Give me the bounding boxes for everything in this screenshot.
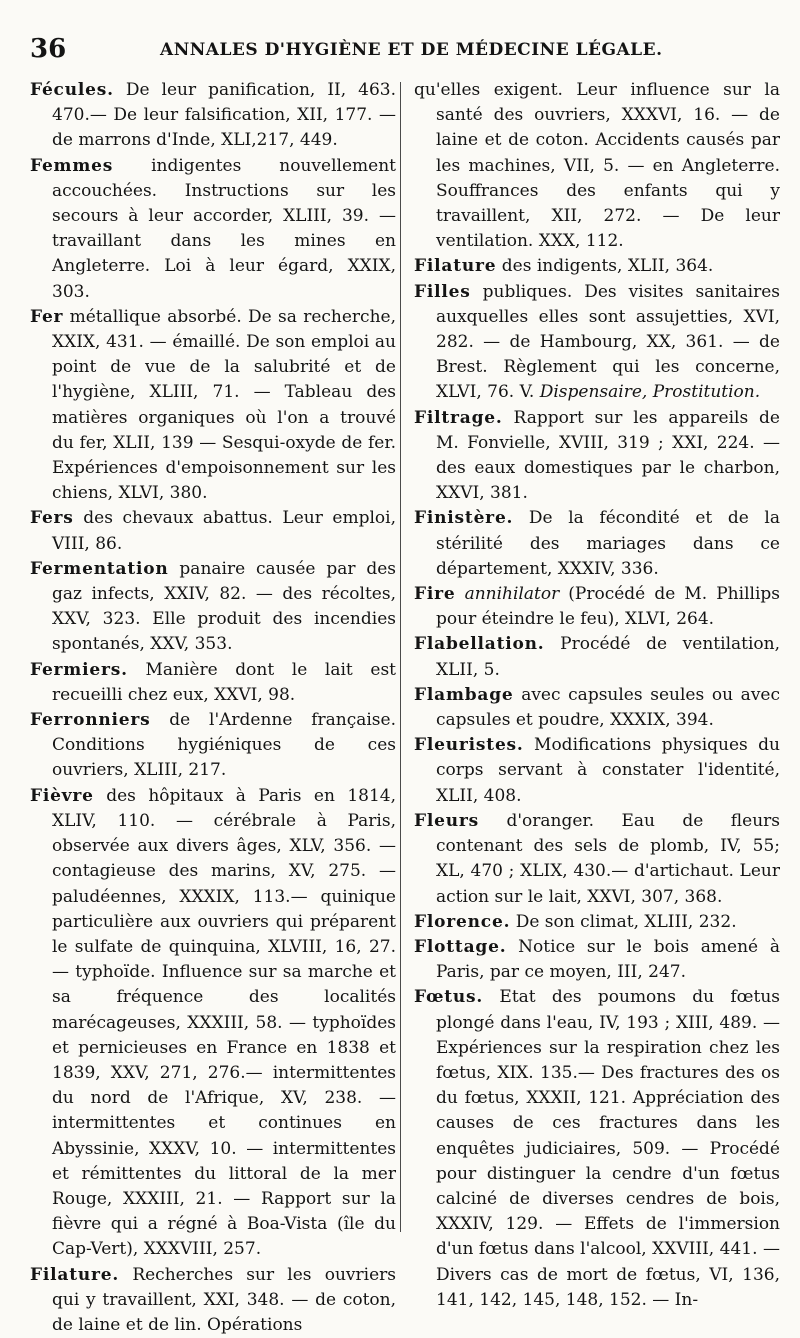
entry-text: Etat des poumons du fœtus plongé dans l'eau, IV, 193 ; XIII, 489. — Expériences sur la respiration chez les fœtus, XIX. 135.— Des fractures des os du fœtus, XXXII, 121. Appréciation des causes de ces fractures dans les enquêtes judiciaires, 509. — Procédé pour distinguer la cendre d'un fœtus calciné de diverses cendres de bois, XXXIV, 129. — Effets de l'immersion d'un fœtus dans l'alcool, XXVIII, 441. — Divers cas de mort de fœtus, VI, 136, 141, 142, 145, 148, 152. — In-	[436, 987, 780, 1310]
entry-term: Flabellation.	[414, 634, 545, 655]
entry-text: De la fécondité et de la stérilité des mariages dans ce département, XXXIV, 336.	[436, 508, 780, 579]
entry-text: des indigents, XLII, 364.	[496, 256, 714, 277]
index-entry	[30, 154, 396, 305]
index-entry	[414, 935, 780, 985]
index-entry	[414, 506, 780, 582]
entry-term: Femmes	[30, 155, 114, 176]
entry-term: Fire	[414, 584, 456, 605]
entry-text: Notice sur le bois amené à Paris, par ce moyen, III, 247.	[436, 936, 780, 983]
entry-italic-term: annihilator	[455, 584, 560, 605]
entry-term: Flottage.	[414, 936, 507, 957]
page-header	[30, 34, 770, 68]
index-entry	[414, 733, 780, 809]
index-entry	[414, 582, 780, 632]
entry-term: Filature.	[30, 1264, 120, 1285]
entry-text: De leur panification, II, 463. 470.— De leur falsification, XII, 177. — de marrons d'Inde, XLI,217, 449.	[52, 80, 396, 151]
index-entry-continued	[414, 78, 780, 254]
index-entry	[30, 305, 396, 507]
entry-term: Ferronniers	[30, 710, 151, 731]
index-entry	[414, 683, 780, 733]
index-entry	[414, 254, 780, 279]
entry-term: Fécules.	[30, 80, 114, 100]
entry-text: de l'Ardenne française. Conditions hygiéniques de ces ouvriers, XLIII, 217.	[52, 710, 396, 781]
entry-text: des hôpitaux à Paris en 1814, XLIV, 110. — cérébrale à Paris, observée aux divers âges, XLV, 356. — contagieuse des marins, XV, 275. — paludéennes, XXXIX, 113.— quinique particulière aux ouvriers qui préparent le sulfate de quinquina, XLVIII, 16, 27. — typhoïde. Influence sur sa marche et sa fréquence des localités marécageuses, XXXIII, 58. — typhoïdes et pernicieuses en France en 1838 et 1839, XXV, 271, 276.— intermittentes du nord de l'Afrique, XV, 238. — intermittentes et continues en Abyssinie, XXXV, 10. — intermittentes et rémittentes du littoral de la mer Rouge, XXXIII, 21. — Rapport sur la fièvre qui a régné à Boa-Vista (île du Cap-Vert), XXXVIII, 257.	[52, 785, 396, 1260]
entry-term: Fermentation	[30, 558, 169, 579]
entry-text: panaire causée par des gaz infects, XXIV, 82. — des récoltes, XXV, 323. Elle produit des incendies spontanés, XXV, 353.	[52, 558, 396, 655]
right-column	[414, 78, 780, 1313]
index-entry	[30, 1263, 396, 1338]
entry-term: Flambage	[414, 684, 514, 705]
entry-term: Fers	[30, 508, 74, 529]
index-entry	[30, 708, 396, 784]
entry-text: Manière dont le lait est recueilli chez eux, XXVI, 98.	[52, 659, 396, 705]
entry-text: avec capsules seules ou avec capsules et poudre, XXXIX, 394.	[436, 684, 780, 731]
index-entry	[414, 406, 780, 507]
entry-text: Modifications physiques du corps servant à constater l'identité, XLII, 408.	[436, 735, 780, 806]
entry-text: indigentes nouvellement accouchées. Instructions sur les secours à leur accorder, XLIII, 39. — travaillant dans les mines en Angleterre. Loi à leur égard, XXIX, 303.	[52, 155, 396, 302]
entry-text: Procédé de ventilation, XLII, 5.	[436, 634, 780, 680]
index-entry	[414, 280, 780, 406]
column-divider	[400, 82, 401, 1232]
entry-term: Fleuristes.	[414, 735, 524, 756]
entry-text: qu'elles exigent. Leur influence sur la santé des ouvriers, XXXVI, 16. — de laine et de coton. Accidents causés par les machines, VII, 5. — en Angleterre. Souffrances des enfants qui y travaillent, XII, 272. — De leur ventilation. XXX, 112.	[414, 80, 780, 252]
entry-text: publiques. Des visites sanitaires auxquelles elles sont assujetties, XVI, 282. — de Hambourg, XX, 361. — de Brest. Règlement qui les concerne, XLVI, 76. V.	[436, 281, 780, 403]
entry-text: Recherches sur les ouvriers qui y travaillent, XXI, 348. — de coton, de laine et de lin. Opérations	[52, 1264, 396, 1335]
entry-term: Filles	[414, 281, 471, 302]
entry-term: Finistère.	[414, 508, 514, 529]
entry-text: métallique absorbé. De sa recherche, XXIX, 431. — émaillé. De son emploi au point de vue de la salubrité et de l'hygiène, XLIII, 71. — Tableau des matières organiques où l'on a trouvé du fer, XLII, 139 — Sesqui-oxyde de fer. Expériences d'empoisonnement sur les chiens, XLVI, 380.	[52, 306, 396, 504]
entry-term: Florence.	[414, 911, 511, 932]
entry-text: des chevaux abattus. Leur emploi, VIII, 86.	[52, 508, 396, 554]
index-entry	[414, 910, 780, 935]
entry-text: Rapport sur les appareils de M. Fonvielle, XVIII, 319 ; XXI, 224. — des eaux domestiques par le charbon, XXVI, 381.	[436, 407, 780, 504]
index-entry	[30, 78, 396, 154]
entry-term: Fleurs	[414, 810, 480, 831]
entry-term: Fièvre	[30, 785, 94, 806]
entry-term: Filtrage.	[414, 407, 503, 428]
entry-term: Fer	[30, 306, 64, 327]
entry-text: d'oranger. Eau de fleurs contenant des sels de plomb, IV, 55; XL, 470 ; XLIX, 430.— d'artichaut. Leur action sur le lait, XXVI, 307, 368.	[436, 810, 780, 907]
index-entry	[414, 632, 780, 682]
entry-text: (Procédé de M. Phillips pour éteindre le feu), XLVI, 264.	[436, 584, 780, 630]
index-entry	[30, 557, 396, 658]
page-number: 36	[30, 34, 67, 64]
index-entry	[414, 985, 780, 1313]
entry-term: Fœtus.	[414, 987, 484, 1008]
running-title: ANNALES D'HYGIÈNE ET DE MÉDECINE LÉGALE.	[160, 40, 663, 60]
entry-term: Filature	[414, 256, 497, 277]
index-entry	[414, 809, 780, 910]
entry-text: De son climat, XLIII, 232.	[510, 911, 737, 932]
index-entry	[30, 784, 396, 1263]
entry-term: Fermiers.	[30, 659, 128, 680]
entry-see-also: Dispensaire, Prostitution.	[539, 382, 761, 403]
index-entry	[30, 658, 396, 708]
left-column	[30, 78, 396, 1338]
index-entry	[30, 506, 396, 556]
